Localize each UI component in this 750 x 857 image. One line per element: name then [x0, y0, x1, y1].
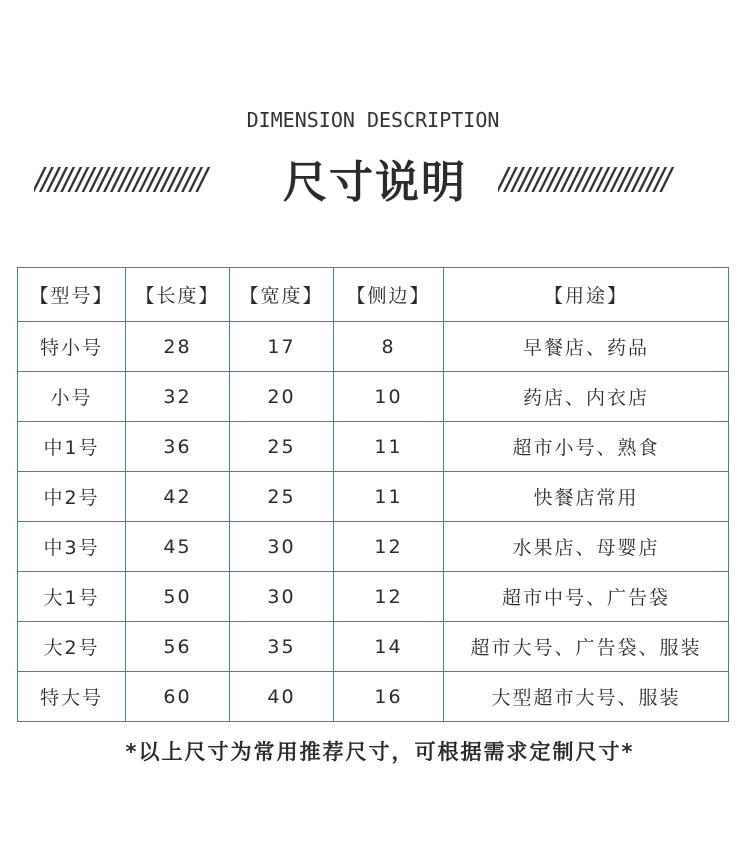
cell-usage: 超市小号、熟食 — [444, 422, 729, 472]
cell-model: 特大号 — [18, 672, 126, 722]
cell-length: 42 — [126, 472, 230, 522]
table-header-row — [18, 268, 729, 322]
table-row — [18, 422, 729, 472]
header-length: 【长度】 — [126, 268, 230, 322]
cell-side: 8 — [334, 322, 444, 372]
table-row — [18, 572, 729, 622]
table-row — [18, 522, 729, 572]
cell-width: 30 — [230, 522, 334, 572]
cell-side: 12 — [334, 572, 444, 622]
table-row — [18, 472, 729, 522]
cell-length: 56 — [126, 622, 230, 672]
cell-usage: 超市中号、广告袋 — [444, 572, 729, 622]
cell-length: 60 — [126, 672, 230, 722]
cell-length: 45 — [126, 522, 230, 572]
cell-width: 25 — [230, 422, 334, 472]
cell-model: 特小号 — [18, 322, 126, 372]
cell-usage: 早餐店、药品 — [444, 322, 729, 372]
cell-usage: 水果店、母婴店 — [444, 522, 729, 572]
cell-width: 25 — [230, 472, 334, 522]
cell-model: 中3号 — [18, 522, 126, 572]
cell-usage: 药店、内衣店 — [444, 372, 729, 422]
decorative-slashes-left: //////////////////////// — [34, 162, 205, 197]
cell-side: 11 — [334, 472, 444, 522]
decorative-slashes-right: //////////////////////// — [498, 162, 669, 197]
cell-model: 大2号 — [18, 622, 126, 672]
table-row — [18, 372, 729, 422]
page-title: 尺寸说明 — [283, 157, 467, 208]
cell-width: 17 — [230, 322, 334, 372]
cell-side: 11 — [334, 422, 444, 472]
cell-usage: 超市大号、广告袋、服装 — [444, 622, 729, 672]
cell-width: 35 — [230, 622, 334, 672]
subtitle-english: DIMENSION DESCRIPTION — [246, 108, 500, 132]
cell-model: 中2号 — [18, 472, 126, 522]
header-usage: 【用途】 — [444, 268, 729, 322]
cell-length: 28 — [126, 322, 230, 372]
header-side: 【侧边】 — [334, 268, 444, 322]
cell-length: 50 — [126, 572, 230, 622]
cell-length: 36 — [126, 422, 230, 472]
cell-model: 大1号 — [18, 572, 126, 622]
table-row — [18, 622, 729, 672]
footnote: *以上尺寸为常用推荐尺寸，可根据需求定制尺寸* — [125, 740, 635, 764]
cell-width: 40 — [230, 672, 334, 722]
cell-side: 16 — [334, 672, 444, 722]
cell-width: 30 — [230, 572, 334, 622]
table-row — [18, 672, 729, 722]
cell-side: 14 — [334, 622, 444, 672]
cell-length: 32 — [126, 372, 230, 422]
header-width: 【宽度】 — [230, 268, 334, 322]
cell-side: 12 — [334, 522, 444, 572]
cell-model: 小号 — [18, 372, 126, 422]
header-model: 【型号】 — [18, 268, 126, 322]
cell-usage: 大型超市大号、服装 — [444, 672, 729, 722]
table-row — [18, 322, 729, 372]
cell-side: 10 — [334, 372, 444, 422]
size-table — [17, 267, 729, 722]
cell-usage: 快餐店常用 — [444, 472, 729, 522]
cell-width: 20 — [230, 372, 334, 422]
cell-model: 中1号 — [18, 422, 126, 472]
